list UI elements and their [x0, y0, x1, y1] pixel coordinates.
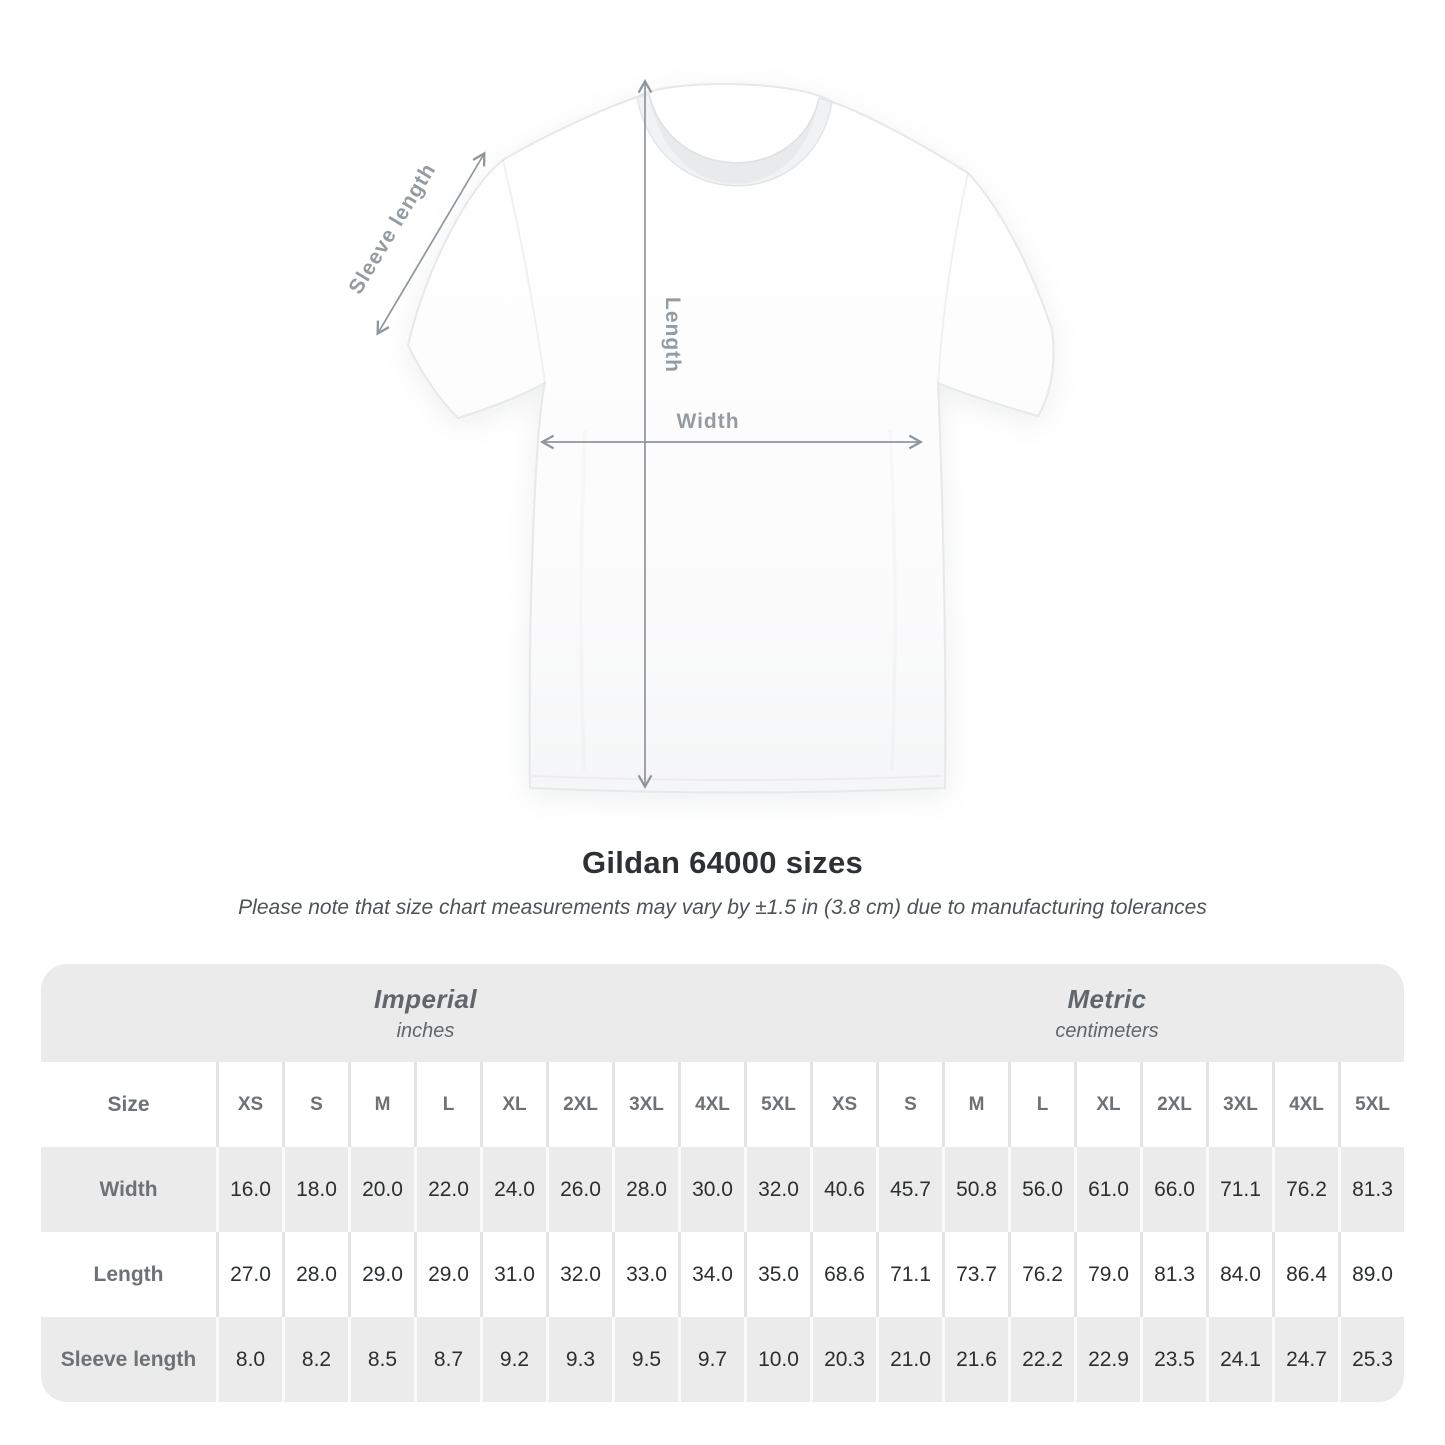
- value-cell: 8.7: [414, 1317, 480, 1402]
- tshirt-graphic: [408, 84, 1053, 792]
- table-row: [41, 1147, 1404, 1232]
- sleeve-length-label: Sleeve length: [344, 159, 441, 299]
- value-cell: 81.3: [1140, 1232, 1206, 1317]
- value-cell: 21.0: [876, 1317, 942, 1402]
- imperial-section-header: [41, 964, 810, 1062]
- metric-unit: centimeters: [1055, 1019, 1159, 1042]
- size-column-header: 2XL: [546, 1062, 612, 1147]
- size-column-header: S: [282, 1062, 348, 1147]
- value-cell: 34.0: [678, 1232, 744, 1317]
- value-cell: 10.0: [744, 1317, 810, 1402]
- size-column-header: 3XL: [1206, 1062, 1272, 1147]
- value-cell: 61.0: [1074, 1147, 1140, 1232]
- size-column-header: 5XL: [1338, 1062, 1404, 1147]
- row-label: Sleeve length: [60, 1347, 197, 1371]
- size-column-header: L: [414, 1062, 480, 1147]
- imperial-title: Imperial: [374, 983, 477, 1014]
- value-cell: 28.0: [612, 1147, 678, 1232]
- value-cell: 40.6: [810, 1147, 876, 1232]
- value-cell: 24.7: [1272, 1317, 1338, 1402]
- table-row: [41, 1232, 1404, 1317]
- value-cell: 28.0: [282, 1232, 348, 1317]
- value-cell: 24.0: [480, 1147, 546, 1232]
- size-column-header: S: [876, 1062, 942, 1147]
- value-cell: 50.8: [942, 1147, 1008, 1232]
- value-cell: 8.0: [216, 1317, 282, 1402]
- value-cell: 22.0: [414, 1147, 480, 1232]
- value-cell: 21.6: [942, 1317, 1008, 1402]
- size-column-header: 2XL: [1140, 1062, 1206, 1147]
- value-cell: 22.9: [1074, 1317, 1140, 1402]
- value-cell: 73.7: [942, 1232, 1008, 1317]
- value-cell: 22.2: [1008, 1317, 1074, 1402]
- size-column-header: L: [1008, 1062, 1074, 1147]
- value-cell: 29.0: [414, 1232, 480, 1317]
- value-cell: 23.5: [1140, 1317, 1206, 1402]
- value-cell: 9.2: [480, 1317, 546, 1402]
- size-chart-table: [41, 964, 1404, 1402]
- value-cell: 24.1: [1206, 1317, 1272, 1402]
- value-cell: 86.4: [1272, 1232, 1338, 1317]
- value-cell: 89.0: [1338, 1232, 1404, 1317]
- value-cell: 31.0: [480, 1232, 546, 1317]
- row-label: Width: [99, 1177, 158, 1201]
- length-label: Length: [661, 297, 684, 373]
- size-column-header: XS: [810, 1062, 876, 1147]
- size-column-header: M: [942, 1062, 1008, 1147]
- metric-section-header: [810, 964, 1404, 1062]
- size-column-header: 4XL: [1272, 1062, 1338, 1147]
- size-column-header: XL: [480, 1062, 546, 1147]
- value-cell: 84.0: [1206, 1232, 1272, 1317]
- value-cell: 76.2: [1008, 1232, 1074, 1317]
- value-cell: 9.3: [546, 1317, 612, 1402]
- imperial-unit: inches: [396, 1019, 455, 1042]
- value-cell: 81.3: [1338, 1147, 1404, 1232]
- page-title: Gildan 64000 sizes: [581, 845, 864, 880]
- value-cell: 9.7: [678, 1317, 744, 1402]
- size-column-header: 5XL: [744, 1062, 810, 1147]
- tolerance-note: Please note that size chart measurements may vary by ±1.5 in (3.8 cm) due to manufacturing tolerances: [238, 896, 1207, 919]
- value-cell: 76.2: [1272, 1147, 1338, 1232]
- value-cell: 71.1: [1206, 1147, 1272, 1232]
- value-cell: 35.0: [744, 1232, 810, 1317]
- value-cell: 32.0: [744, 1147, 810, 1232]
- value-cell: 18.0: [282, 1147, 348, 1232]
- size-header-row: [41, 1062, 1404, 1147]
- size-column-header: XL: [1074, 1062, 1140, 1147]
- size-column-header: XS: [216, 1062, 282, 1147]
- value-cell: 25.3: [1338, 1317, 1404, 1402]
- value-cell: 20.3: [810, 1317, 876, 1402]
- value-cell: 71.1: [876, 1232, 942, 1317]
- value-cell: 45.7: [876, 1147, 942, 1232]
- value-cell: 29.0: [348, 1232, 414, 1317]
- value-cell: 68.6: [810, 1232, 876, 1317]
- size-column-header: 4XL: [678, 1062, 744, 1147]
- table-header: [41, 964, 1404, 1062]
- value-cell: 8.5: [348, 1317, 414, 1402]
- value-cell: 8.2: [282, 1317, 348, 1402]
- value-cell: 26.0: [546, 1147, 612, 1232]
- value-cell: 20.0: [348, 1147, 414, 1232]
- row-label: Length: [93, 1262, 164, 1286]
- size-row-label: Size: [107, 1092, 150, 1116]
- metric-title: Metric: [1067, 983, 1147, 1014]
- value-cell: 16.0: [216, 1147, 282, 1232]
- size-column-header: M: [348, 1062, 414, 1147]
- value-cell: 9.5: [612, 1317, 678, 1402]
- value-cell: 32.0: [546, 1232, 612, 1317]
- table-row: [41, 1317, 1404, 1402]
- table-rows: [41, 1147, 1404, 1402]
- value-cell: 27.0: [216, 1232, 282, 1317]
- value-cell: 30.0: [678, 1147, 744, 1232]
- width-label: Width: [676, 410, 740, 433]
- size-column-header: 3XL: [612, 1062, 678, 1147]
- value-cell: 66.0: [1140, 1147, 1206, 1232]
- value-cell: 79.0: [1074, 1232, 1140, 1317]
- value-cell: 33.0: [612, 1232, 678, 1317]
- value-cell: 56.0: [1008, 1147, 1074, 1232]
